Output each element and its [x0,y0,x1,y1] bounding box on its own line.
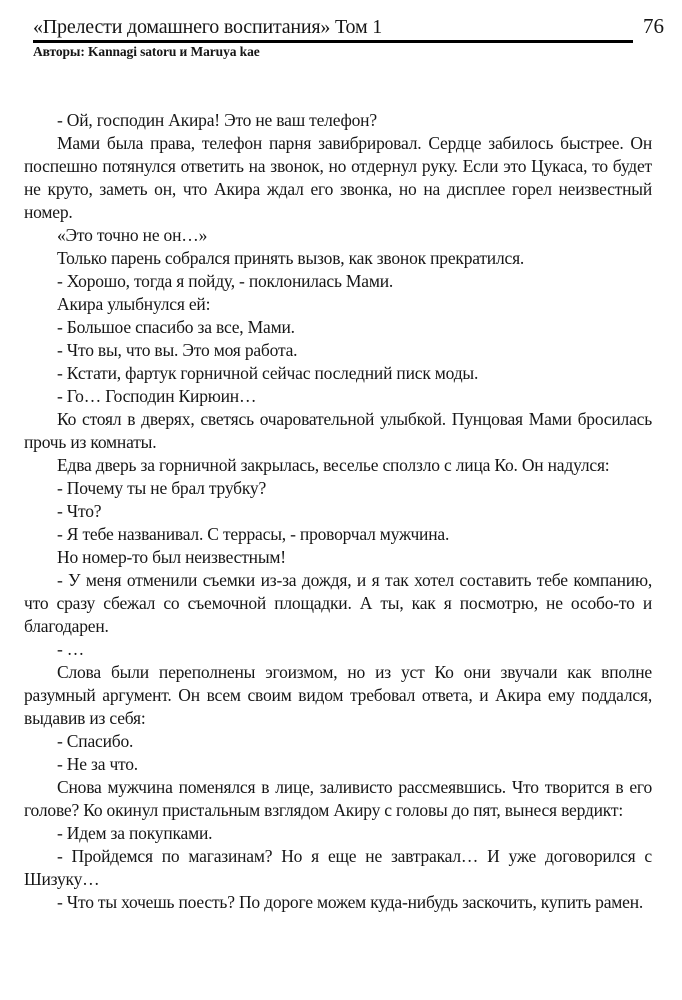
paragraph: - Хорошо, тогда я пойду, - поклонилась Мами. [57,271,394,291]
paragraph: - Кстати, фартук горничной сейчас последний писк моды. [57,363,479,383]
paragraph: Едва дверь за горничной закрылась, веселье сползло с лица Ко. Он надулся: [57,455,610,475]
paragraph: Слова были переполнены эгоизмом, но из уст Ко они звучали как вполне разумный аргумент. Он всем своим видом требовал ответа, и Акира ему поддался, выдавив из себя: [24,662,652,728]
page-header [0,0,682,60]
paragraph: - Большое спасибо за все, Мами. [57,317,295,337]
paragraph: - Я тебе названивал. С террасы, - проворчал мужчина. [57,524,450,544]
paragraph: - Спасибо. [57,731,134,751]
paragraph: - Не за что. [57,754,138,774]
paragraph: - Что вы, что вы. Это моя работа. [57,340,298,360]
paragraph: - Го… Господин Кирюин… [57,386,257,406]
paragraph: - Идем за покупками. [57,823,213,843]
authors-line: Авторы: Kannagi satoru и Maruya kae [33,44,260,59]
paragraph: - У меня отменили съемки из-за дождя, и я так хотел составить тебе компанию, что сразу сбежал со съемочной площадки. А ты, как я посмотрю, не особо-то и благодарен. [24,570,652,636]
page-number: 76 [643,14,664,38]
paragraph: Но номер-то был неизвестным! [57,547,286,567]
page-body [0,109,682,914]
paragraph: Ко стоял в дверях, светясь очаровательной улыбкой. Пунцовая Мами бросилась прочь из комнаты. [24,409,652,452]
paragraph: Только парень собрался принять вызов, как звонок прекратился. [57,248,525,268]
paragraph: - … [57,639,85,659]
paragraph: - Пройдемся по магазинам? Но я еще не завтракал… И уже договорился с Шизуку… [24,846,652,889]
paragraph: - Что? [57,501,102,521]
paragraph: - Почему ты не брал трубку? [57,478,267,498]
paragraph: - Ой, господин Акира! Это не ваш телефон? [57,110,377,130]
paragraph: Мами была права, телефон парня завибрировал. Сердце забилось быстрее. Он поспешно потянулся ответить на звонок, но отдернул руку. Если это Цукаса, то будет не круто, заметь он, что Акира ждал его звонка, но на дисплее горел неизвестный номер. [24,133,652,222]
header-title-row [33,14,664,43]
paragraph: «Это точно не он…» [57,225,208,245]
title-underline [33,16,633,43]
paragraph: - Что ты хочешь поесть? По дороге можем куда-нибудь заскочить, купить рамен. [57,892,644,912]
paragraph: Акира улыбнулся ей: [57,294,211,314]
paragraph: Снова мужчина поменялся в лице, заливисто рассмеявшись. Что творится в его голове? Ко окинул пристальным взглядом Акиру с головы до пят, вынеся вердикт: [24,777,652,820]
book-title: «Прелести домашнего воспитания» Том 1 [33,16,383,38]
